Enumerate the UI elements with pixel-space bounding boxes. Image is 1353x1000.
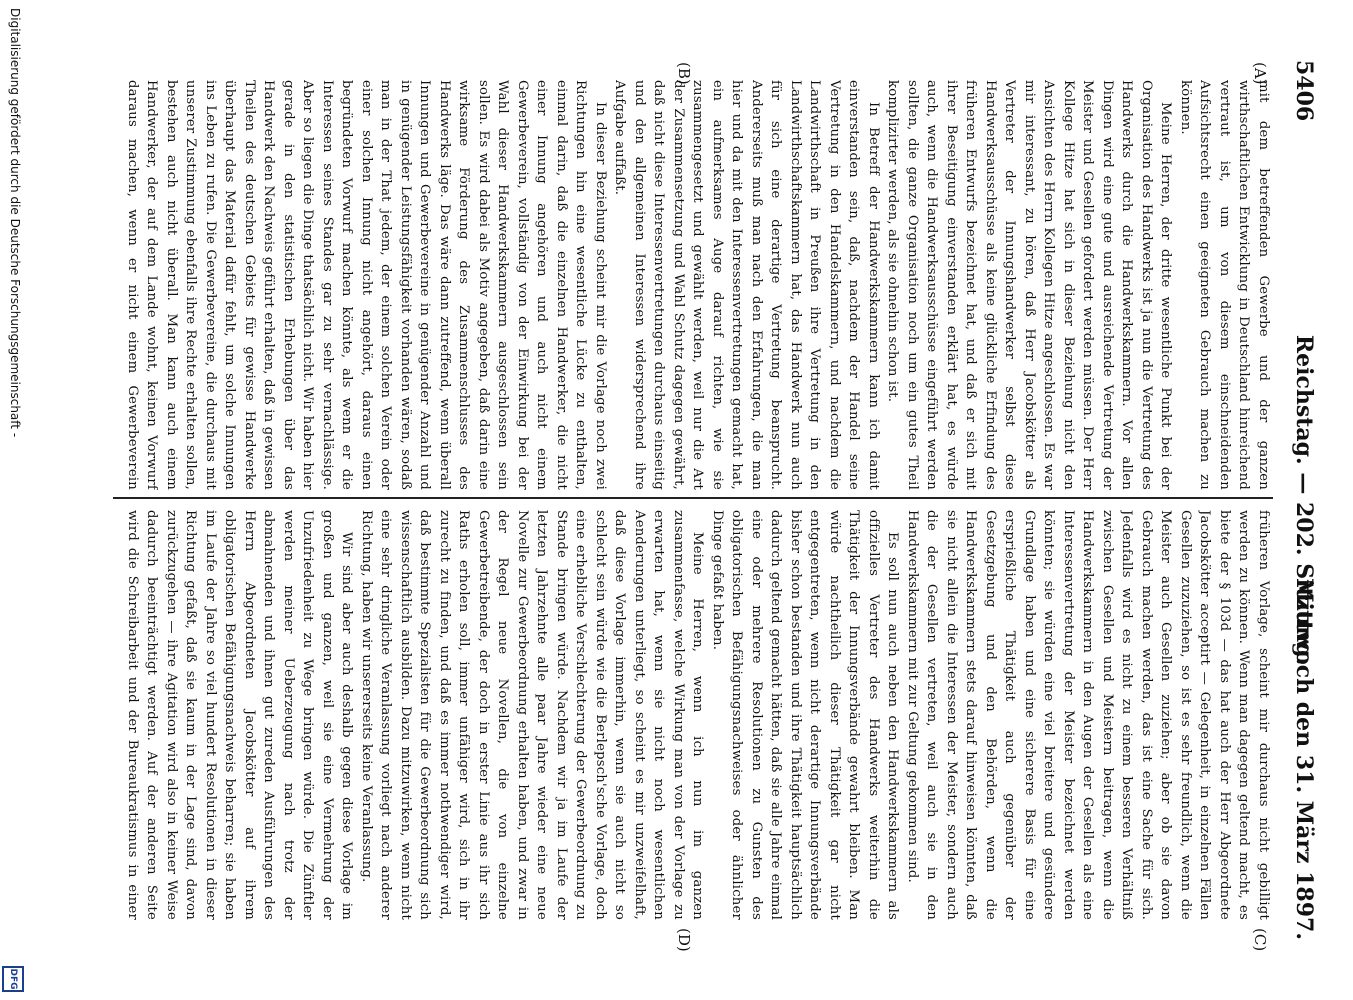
paragraph: früheren Vorlage, scheint mir durchaus nicht gebilligt werden zu können. Wenn man dagegen geltend macht, es biete der § 103d — das hat auch der Herr Abgeordnete Jacobskötter acceptirt — Gelegenheit, in einzelnen Fällen Gesellen zuzuziehen, so ist es sehr freundlich, wenn die Meister auch Gesellen zuziehen; aber ob sie davon Gebrauch machen werden, das ist eine Sache für sich. Jedenfalls wird es nicht zu einem besseren Verhältniß zwischen Gesellen und Meistern beitragen, wenn die Handwerkskammern in den Augen der Gesellen als eine Interessenvertretung der Meister bezeichnet werden könnten; sie würden eine viel breitere und gesündere Grundlage haben und eine sicherere Basis für eine ersprießliche Thätigkeit auch gegenüber der Gesetzgebung und den Behörden, wenn die Handwerkskammern stets darauf hinweisen könnten, daß sie nicht allein die Interessen der Meister, sondern auch die der Gesellen vertreten, weil auch sie in den Handwerkskammern mit zur Geltung gekommen sind. xyxy=(905,510,1271,920)
page-number: 5406 xyxy=(1291,60,1317,122)
margin-marker-a: (A) xyxy=(1251,62,1269,85)
paragraph: Meine Herren, der dritte wesentliche Punkt bei der Organisation des Handwerks ist ja nun die Vertretung des Handwerks durch die Handwerkskammern. Vor allen Dingen wird eine gute und ausreichende Vertretung der Meister und Gesellen gefordert werden müssen. Der Herr Kollege Hitze hat sich in dieser Beziehung nicht den Ansichten des Herrn Kollegen Hitze angeschlossen. Es war mir interessant, zu hören, daß Herr Jacobskötter als Vertreter der Innungshandwerker selbst diese Handwerksausschüsse als keine glückliche Erfindung des früheren Entwurfs bezeichnet hat, und daß er sich mit ihrer Beseitigung einverstanden erklärt hat, es würde auch, wenn die Handwerksausschüsse eingeführt werden sollten, die ganze Organisation noch um ein gutes Theil komplizirter werden, als sie ohnehin schon ist. xyxy=(885,80,1174,490)
funding-note: Digitalisierung gefördert durch die Deutsche Forschungsgemeinschaft - xyxy=(8,8,22,438)
margin-marker-c: (C) xyxy=(1251,928,1269,952)
paragraph: Es soll nun auch neben den Handwerkskammern als offizielles Vertreter des Handwerks weiterhin die Thätigkeit der Innungsverbände gewahrt bleiben. Man würde nachtheilich dieser Thätigkeit gar nicht entgegentreten, wenn nicht derartige Innungsverbände bisher schon bestanden und ihre Thätigkeit hauptsächlich dadurch geltend gemacht hätten, daß sie alle Jahre einmal eine oder mehrere Resolutionen zu Gunsten des obligatorischen Befähigungsnachweises oder ähnlicher Dinge gefaßt haben. xyxy=(710,510,901,920)
column-divider xyxy=(113,497,1273,499)
paragraph: mit dem betreffenden Gewerbe und der ganzen wirthschaftlichen Entwicklung in Deutschland hinreichend vertraut ist, um von diesem einschneidenden Aufsichtsrecht einen geeigneten Gebrauch machen zu können. xyxy=(1178,80,1271,490)
paragraph: In Betreff der Handwerkskammern kann ich damit einverstanden sein, daß, nachdem der Handel seine Vertretung in den Handelskammern, und nachdem die Landwirthschaft in Preußen ihre Vertretung in den Landwirthschaftskammern hat, das Handwerk nun auch für sich eine derartige Vertretung beansprucht. Andererseits muß man nach den Erfahrungen, die man hier und da mit den Interessenvertretungen gemacht hat, ein aufmerksames Auge darauf richten, wie sie zusammengesetzt und gewählt werden, weil nur die Art der Zusammensetzung und Wahl Schutz dagegen gewährt, daß nicht diese Interessenvertretungen durchaus einseitig und den allgemeinen Interessen widersprechend ihre Aufgabe auffaßt. xyxy=(612,80,881,490)
dfg-logo-icon: DFG xyxy=(2,966,24,992)
left-column xyxy=(123,80,1273,490)
paragraph: Meine Herren, wenn ich nun im ganzen zusammenfasse, welche Wirkung man von der Vorlage zu erwarten hat, wenn sie nicht noch wesentlichen Aenderungen unterliegt, so scheint es mir unzweifelhaft, daß diese Vorlage immerhin, wenn sie auch nicht so schlecht sein würde wie die Berlepsch'sche Vorlage, doch eine erhebliche Verschlechterung der Gewerbeordnung zu Stande bringen würde. Nachdem wir ja im Laufe der letzten Jahrzehnte alle paar Jahre wieder eine neue Novelle zur Gewerbeordnung erhalten haben, und zwar in der Regel neue Novellen, die von einzelne Gewerbetreibende, der doch in erster Linie aus ihr sich Raths erholen soll, immer unfähiger wird, sich in ihr zurecht zu finden, und daß es immer nothwendiger wird, daß bestimmte Spezialisten für die Gewerbeordnung sich wissenschaftlich ausbilden. Dazu mitzuwirken, wenn nicht eine sehr dringliche Veranlassung vorliegt nach anderer Richtung, haben wir unsererseits keine Veranlassung. xyxy=(359,510,706,920)
paragraph: Wir sind aber auch deshalb gegen diese Vorlage im großen und ganzen, weil sie eine Vermehrung der Unzufriedenheit zu Wege bringen würde. Die Zünftler werden meiner Ueberzeugung nach trotz der abmahnenden und ihnen gut zureden Ausführungen des Herrn Abgeordneten Jacobskötter auf ihrem obligatorischen Befähigungsnachweis beharren; sie haben im Laufe der Jahre so viel hundert Resolutionen in dieser Richtung gefaßt, daß sie kaum in der Lage sind, davon zurückzugehen — ihre Agitation wird also in keiner Weise dadurch beeinträchtigt werden. Auf der anderen Seite wird die Schreibarbeit und der Bureaukratismus in einer xyxy=(125,510,355,920)
right-column xyxy=(123,510,1273,920)
margin-marker-d: (D) xyxy=(675,928,693,952)
margin-marker-b: (B) xyxy=(675,62,693,85)
digitization-footer xyxy=(0,0,28,1000)
session-date: Mittwoch den 31. März 1897. xyxy=(1291,578,1317,940)
paragraph: In dieser Beziehung scheint mir die Vorlage noch zwei Richtungen hin eine wesentliche Lücke zu enthalten, einmal darin, daß die einzelnen Handwerker, die nicht einer Innung angehören und auch nicht einem Gewerbeverein, vollständig von der Einwirkung bei der Wahl dieser Handwerkskammern ausgeschlossen sein sollen. Es wird dabei als Motiv angegeben, daß darin eine wirksame Förderung des Zusammenschlusses des Handwerks läge. Das wäre dann zutreffend, wenn überall Innungen und Gewerbevereine in genügender Anzahl und in genügender Leistungsfähigkeit vorhanden wären, sodaß man in der That jedem, der einem solchen Verein oder einer solchen Innung nicht angehört, daraus einen begründeten Vorwurf machen könnte, als wenn er die Interessen seines Standes gar zu sehr vernachlässige. Aber so liegen die Dinge thatsächlich nicht. Wir haben hier gerade in den statistischen Erhebungen über das Handwerk den Nachweis geführt erhalten, daß in gewissen Theilen des deutschen Gebiets für gewisse Handwerke überhaupt das Material dafür fehlt, um solche Innungen ins Leben zu rufen. Die Gewerbevereine, die durchaus mit unserer Zustimmung ebenfalls ihre Rechte erhalten sollen, bestehen auch nicht überall. Man kann auch einem Handwerker, der auf dem Lande wohnt, keinen Vorwurf daraus machen, wenn er nicht einem Gewerbeverein xyxy=(125,80,608,490)
running-title: Reichstag. — 202. Sitzung. xyxy=(1291,334,1317,666)
page-header xyxy=(1283,60,1323,940)
